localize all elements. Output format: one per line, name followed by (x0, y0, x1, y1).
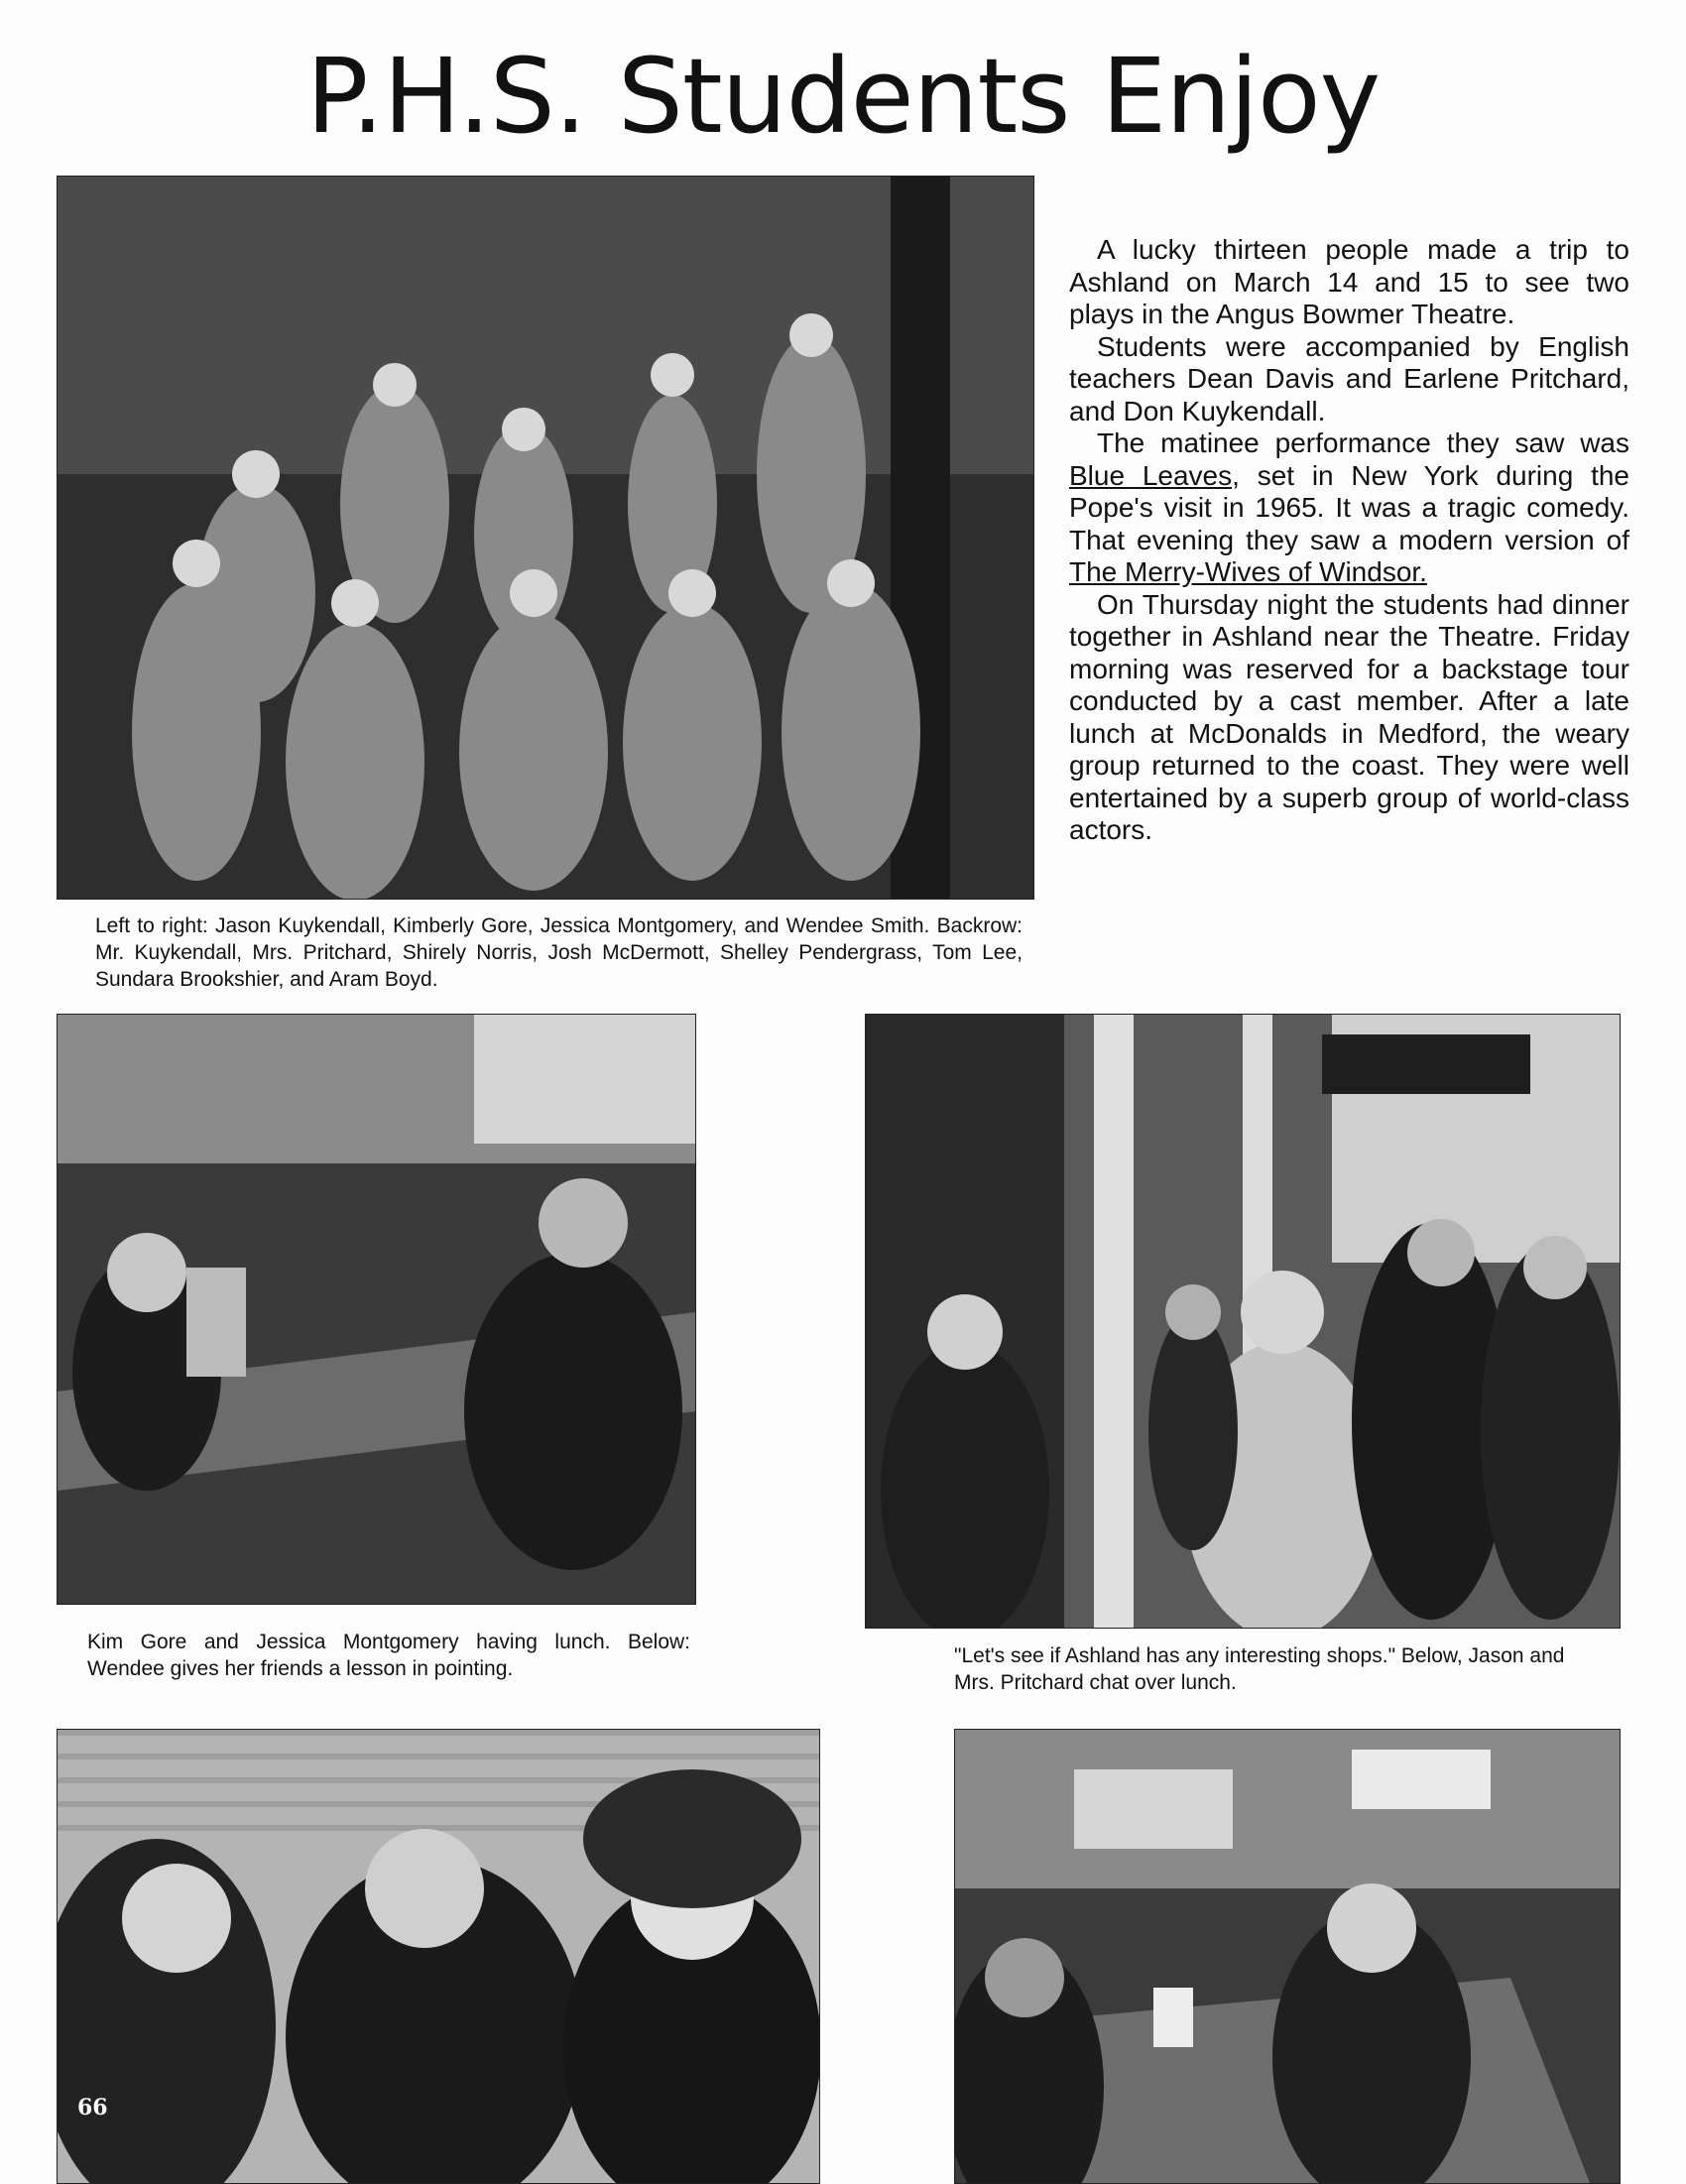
page-number: 66 (77, 2095, 108, 2121)
shops-photo-caption: "Let's see if Ashland has any interesting shops." Below, Jason and Mrs. Pritchard chat over lunch. (954, 1644, 1565, 1694)
article-text: set in New York during the Pope's visit in 1965. It was a tragic comedy. That evening they saw a modern version of (1069, 459, 1630, 555)
article-paragraph: On Thursday night the students had dinner together in Ashland near the Theatre. Friday morning was reserved for a backstage tour conducted by a cast member. After a late lunch at McDonalds in Medford, the weary group returned to the coast. They were well entertained by a superb group of world-class actors. (1069, 588, 1629, 845)
play-title-merry-wives: The Merry-Wives of Windsor. (1069, 556, 1427, 587)
page-title: P.H.S. Students Enjoy (305, 36, 1381, 157)
pointing-photo (57, 1729, 820, 2184)
article-paragraph: Students were accompanied by English teachers Dean Davis and Earlene Pritchard, and Don Kuykendall. (1069, 330, 1629, 426)
lunch-photo-image (58, 1015, 695, 1604)
lunch-photo (57, 1014, 696, 1605)
article-paragraph: A lucky thirteen people made a trip to Ashland on March 14 and 15 to see two plays in the Angus Bowmer Theatre. (1069, 234, 1629, 329)
article-paragraph (1069, 427, 1629, 589)
article-body (1069, 234, 1629, 847)
group-photo-image (58, 177, 1033, 899)
article-text: The matinee performance they saw was (1097, 427, 1629, 458)
shops-photo (865, 1014, 1621, 1629)
group-photo (57, 176, 1034, 900)
shops-photo-image (866, 1015, 1620, 1628)
pointing-photo-image (58, 1730, 819, 2183)
play-title-blue-leaves: Blue Leaves, (1069, 459, 1240, 491)
lunch-photo-caption: Kim Gore and Jessica Montgomery having lunch. Below: Wendee gives her friends a lesson in pointing. (87, 1631, 690, 1680)
chat-photo (954, 1729, 1621, 2184)
group-photo-caption: Left to right: Jason Kuykendall, Kimberly Gore, Jessica Montgomery, and Wendee Smith. Backrow: Mr. Kuykendall, Mrs. Pritchard, Shirely Norris, Josh McDermott, Shelley Pendergrass, Tom Lee, Sundara Brookshier, and Aram Boyd. (95, 914, 1023, 991)
chat-photo-image (955, 1730, 1620, 2183)
